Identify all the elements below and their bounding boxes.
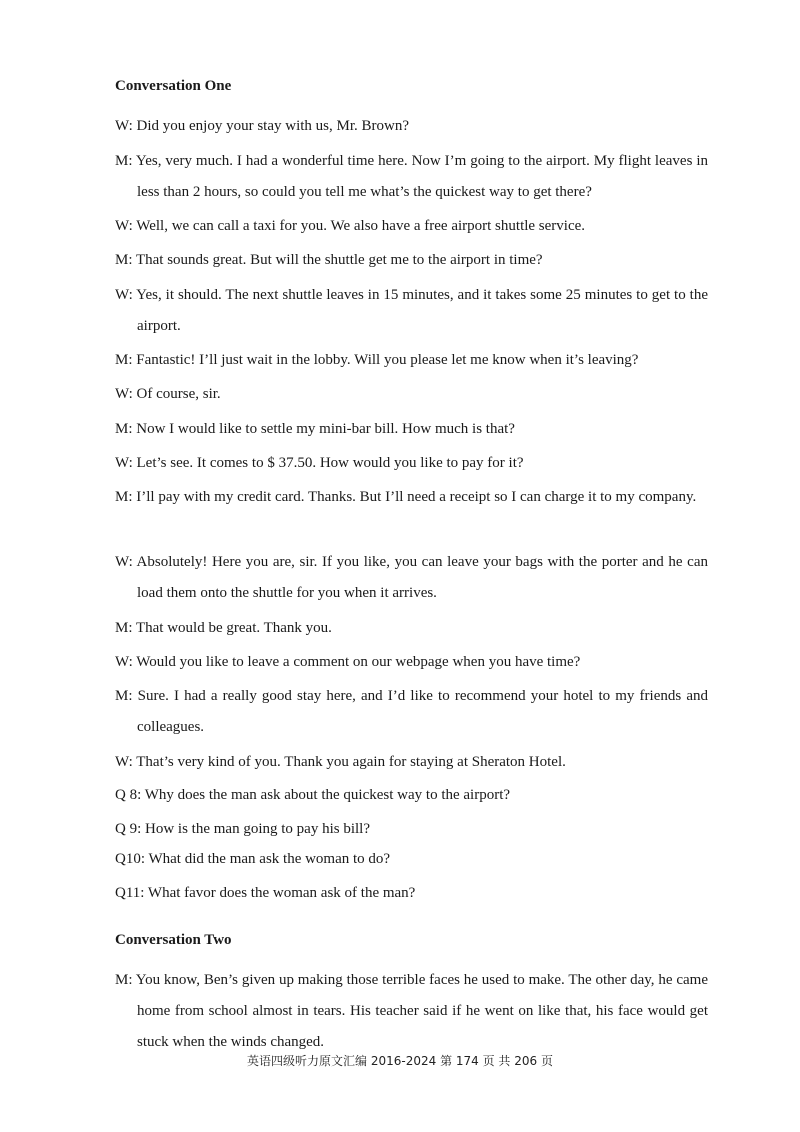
question-line: Q10: What did the man ask the woman to do? [115, 851, 391, 867]
dialogue-line: M: Fantastic! I’ll just wait in the lobby. Will you please let me know when it’s leaving? [115, 352, 639, 368]
dialogue-line: W: Let’s see. It comes to $ 37.50. How would you like to pay for it? [115, 455, 524, 471]
question-line: Q 9: How is the man going to pay his bill? [115, 821, 370, 837]
dialogue-line: W: Did you enjoy your stay with us, Mr. Brown? [115, 118, 410, 134]
page-footer: 英语四级听力原文汇编 2016-2024 第 174 页 共 206 页 [247, 1054, 553, 1068]
section-heading-conversation-two: Conversation Two [115, 932, 232, 948]
dialogue-line: W: Would you like to leave a comment on our webpage when you have time? [115, 654, 581, 670]
question-line: Q 8: Why does the man ask about the quickest way to the airport? [115, 787, 511, 803]
section-heading-conversation-one: Conversation One [115, 78, 232, 94]
dialogue-line: W: Absolutely! Here you are, sir. If you like, you can leave your bags with the porter and he can load them onto the shuttle for you when it arrives. [115, 554, 708, 601]
dialogue-line: W: Well, we can call a taxi for you. We also have a free airport shuttle service. [115, 218, 586, 234]
dialogue-line: W: Of course, sir. [115, 386, 221, 402]
dialogue-line: W: That’s very kind of you. Thank you again for staying at Sheraton Hotel. [115, 754, 566, 770]
dialogue-line: M: You know, Ben’s given up making those terrible faces he used to make. The other day, he came home from school almost in tears. His teacher said if he went on like that, his face would get stuck when the winds changed. [115, 972, 708, 1050]
dialogue-line: M: That would be great. Thank you. [115, 620, 332, 636]
dialogue-line: M: Now I would like to settle my mini-bar bill. How much is that? [115, 421, 515, 437]
question-line: Q11: What favor does the woman ask of the man? [115, 885, 416, 901]
dialogue-line: M: Sure. I had a really good stay here, and I’d like to recommend your hotel to my friends and colleagues. [115, 688, 708, 735]
dialogue-line: M: I’ll pay with my credit card. Thanks. But I’ll need a receipt so I can charge it to my company. [115, 489, 697, 505]
dialogue-line: M: That sounds great. But will the shuttle get me to the airport in time? [115, 252, 543, 268]
dialogue-line: M: Yes, very much. I had a wonderful time here. Now I’m going to the airport. My flight leaves in less than 2 hours, so could you tell me what’s the quickest way to get there? [115, 153, 708, 200]
dialogue-line: W: Yes, it should. The next shuttle leaves in 15 minutes, and it takes some 25 minutes to get to the airport. [115, 287, 708, 334]
